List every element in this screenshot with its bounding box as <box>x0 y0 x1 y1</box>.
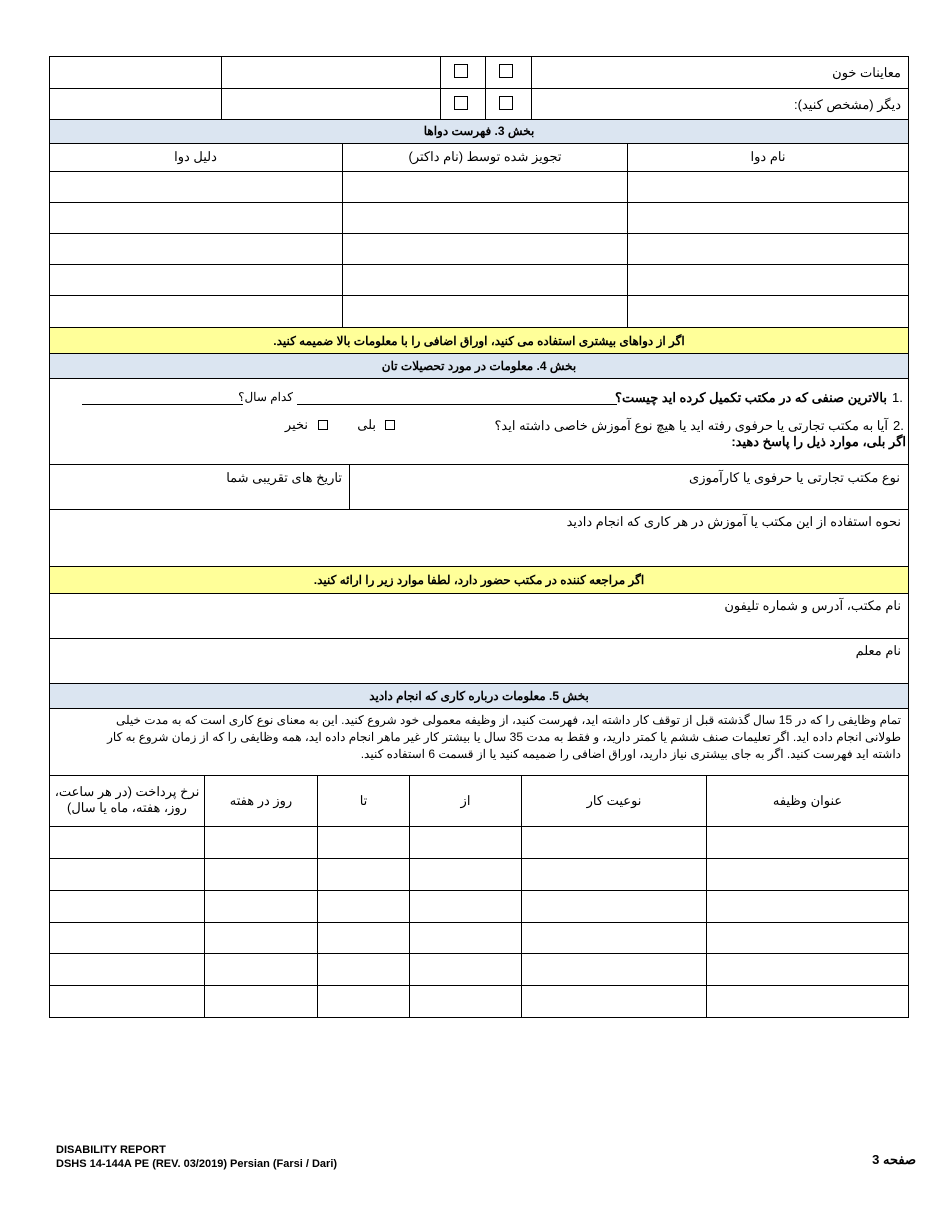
med-row[interactable] <box>49 265 909 296</box>
q2-no-label: نخیر <box>284 417 308 432</box>
q2-sub-label: اگر بلی، موارد ذیل را پاسخ دهید: <box>731 434 906 449</box>
job-col-pay-1: نرخ پرداخت (در هر ساعت، <box>54 784 200 799</box>
job-col-days: روز در هفته <box>229 793 293 808</box>
other-label: دیگر (مشخص کنید): <box>794 97 901 112</box>
q1-grade-field[interactable] <box>297 404 617 405</box>
q1-number: 1. <box>892 390 903 405</box>
job-col-pay-2: روز، هفته، ماه یا سال) <box>67 800 187 815</box>
page-number: صفحه 3 <box>872 1152 916 1167</box>
section4-header <box>49 354 909 379</box>
blood-tests-checkbox-1[interactable] <box>454 64 468 78</box>
top-row-other <box>49 88 909 120</box>
section3-header <box>49 120 909 144</box>
job-col-from: از <box>460 793 471 808</box>
q2-yes-checkbox[interactable] <box>385 420 395 430</box>
job-row[interactable] <box>49 891 909 923</box>
top-row-blood-tests <box>49 56 909 89</box>
section4-title: بخش 4. معلومات در مورد تحصیلات تان <box>381 359 577 373</box>
approx-dates-label: تاریخ های تقریبی شما <box>226 470 342 485</box>
job-row[interactable] <box>49 954 909 986</box>
school-name-label: نام مکتب، آدرس و شماره تلیفون <box>724 598 901 613</box>
job-row[interactable] <box>49 827 909 859</box>
q1-year-label: کدام سال؟ <box>238 390 293 404</box>
med-col-name: نام دوا <box>750 149 786 164</box>
q2-label: آیا به مکتب تجارتی یا حرفوی رفته اید یا هیچ نوع آموزش خاصی داشته اید؟ <box>494 418 888 433</box>
q2-no-checkbox[interactable] <box>318 420 328 430</box>
q1-year-field[interactable] <box>82 404 243 405</box>
section3-title: بخش 3. فهرست دواها <box>423 124 535 138</box>
attending-note <box>49 567 909 594</box>
attending-note-text: اگر مراجعه کننده در مکتب حضور دارد، لطفا موارد زیر را ارائه کنید. <box>313 573 645 587</box>
school-type-label: نوع مکتب تجارتی یا حرفوی یا کارآموزی <box>689 470 900 485</box>
section3-note <box>49 328 909 354</box>
blood-tests-label: معاینات خون <box>832 65 901 80</box>
q2-number: 2. <box>893 418 904 433</box>
footer-form-id: DSHS 14-144A PE (REV. 03/2019) Persian (Farsi / Dari) <box>56 1158 338 1170</box>
other-checkbox-2[interactable] <box>499 96 513 110</box>
job-row[interactable] <box>49 859 909 891</box>
teacher-name-label: نام معلم <box>855 643 901 658</box>
job-col-to: تا <box>359 793 368 808</box>
section5-instructions-1: تمام وظایفی را که در 15 سال گذشته قبل از توقف کار داشته اید، فهرست کنید، از وظیفه معمولی خود شروع کنید. این به معنای نوع کاری است که به مدت خیلی <box>115 713 901 727</box>
med-row[interactable] <box>49 296 909 328</box>
section5-title: بخش 5. معلومات درباره کاری که انجام دادید <box>369 689 589 703</box>
med-row[interactable] <box>49 203 909 234</box>
section5-header <box>49 684 909 709</box>
job-row[interactable] <box>49 923 909 954</box>
job-col-title: عنوان وظیفه <box>772 793 843 808</box>
job-col-type: نوعیت کار <box>586 793 642 808</box>
section3-note-text: اگر از دواهای بیشتری استفاده می کنید، اوراق اضافی را با معلومات بالا ضمیمه کنید. <box>273 334 685 348</box>
blood-tests-checkbox-2[interactable] <box>499 64 513 78</box>
med-row[interactable] <box>49 234 909 265</box>
job-row[interactable] <box>49 986 909 1018</box>
q2-yes-label: بلی <box>357 417 376 432</box>
usage-label: نحوه استفاده از این مکتب یا آموزش در هر کاری که انجام دادید <box>566 514 901 529</box>
footer-form-title: DISABILITY REPORT <box>56 1144 166 1156</box>
med-col-prescribed: تجویز شده توسط (نام داکتر) <box>408 149 562 164</box>
med-row[interactable] <box>49 172 909 203</box>
section5-instructions-2: طولانی انجام داده اید. اگر تعلیمات صنف ششم یا کمتر دارید، و فقط به مدت 35 سال یا بیشتر کار غیر ماهر انجام داده اید، همه وظایفی را که از زمان شروع به کار <box>107 730 901 744</box>
q1-label: بالاترین صنفی که در مکتب تکمیل کرده اید چیست؟ <box>615 390 887 405</box>
other-checkbox-1[interactable] <box>454 96 468 110</box>
section5-instructions-3: داشته اید فهرست کنید. اگر به جای بیشتری نیاز دارید، اوراق اضافی را ضمیمه کنید یا از قسمت 6 استفاده کنید. <box>360 747 901 761</box>
med-col-reason: دلیل دوا <box>174 149 217 164</box>
